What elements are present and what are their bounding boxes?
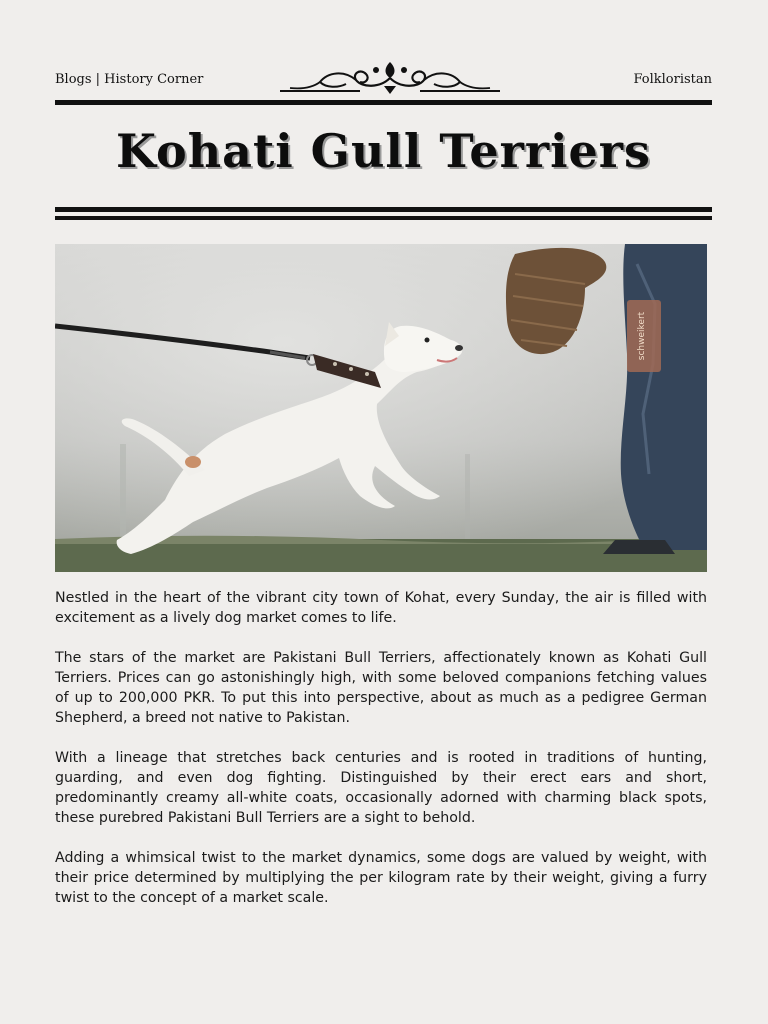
masthead [55,58,712,102]
title-rule-thick [55,207,712,212]
flourish-ornament-icon [280,58,500,98]
title-rule-thin [55,216,712,220]
article-paragraph-3: With a lineage that stretches back centuries and is rooted in traditions of hunting, guarding, and even dog fighting. Distinguished by their erect ears and short, predominantly creamy all-white coats, occasionally adorned with charming black spots, these purebred Pakistani Bull Terriers are a sight to behold. [55,750,707,826]
article-paragraph-4: Adding a whimsical twist to the market dynamics, some dogs are valued by weight, with their price determined by multiplying the per kilogram rate by their weight, giving a furry twist to the concept of a market scale. [55,850,707,906]
article-body [55,588,707,928]
page-title: Kohati Gull Terriers [116,124,651,178]
article-paragraph-2: The stars of the market are Pakistani Bull Terriers, affectionately known as Kohati Gull Terriers. Prices can go astonishingly high, with some beloved companions fetching values of up to 200,000 PKR. To put this into perspective, about as much as a pedigree German Shepherd, a breed not native to Pakistan. [55,650,707,726]
hero-photo [55,244,707,572]
brand-name[interactable]: Folkloristan [633,72,712,87]
article-paragraph-1: Nestled in the heart of the vibrant city town of Kohat, every Sunday, the air is filled with excitement as a lively dog market comes to life. [55,590,707,626]
section-breadcrumb[interactable]: Blogs | History Corner [55,72,204,87]
header-rule [55,100,712,105]
bull-terrier-photo [55,244,707,572]
leash-tag-text: schweikert [637,311,647,361]
